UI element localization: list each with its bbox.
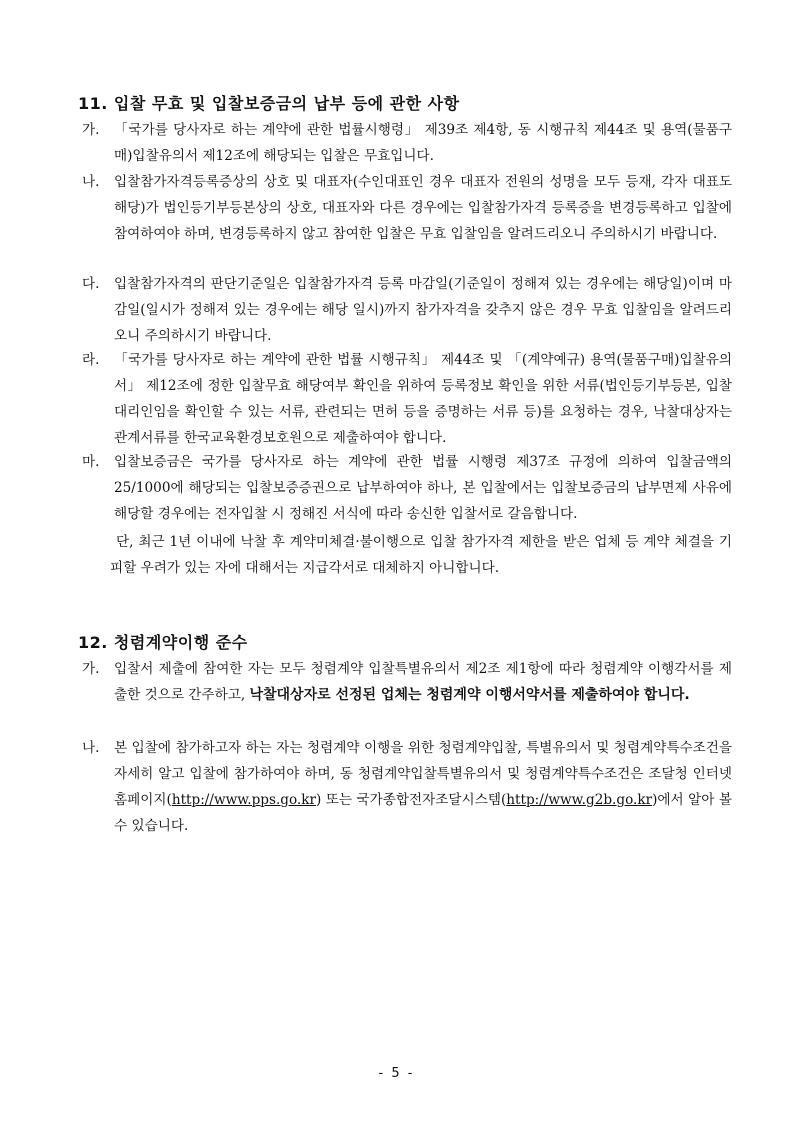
item-text: 입찰보증금은 국가를 당사자로 하는 계약에 관한 법률 시행령 제37조 규정에 의하여 입찰금액의 25/1000에 해당되는 입찰보증증권으로 납부하여야 하나, 본 입찰에서는 입찰보증금의 납부면제 사유에 해당할 경우에는 전자입찰 시 정해진 서식에 따라 송신한 입찰서로 갈음합니다. [114, 454, 732, 522]
section-12-heading: 12. 청렴계약이행 준수 [78, 633, 248, 652]
section-11-item-ga [82, 117, 732, 169]
section-11-item-na [82, 169, 732, 247]
item-text: 「국가를 당사자로 하는 계약에 관한 법률 시행규칙」 제44조 및 「(계약예규) 용역(물품구매)입찰유의서」 제12조에 정한 입찰무효 해당여부 확인을 위하여 등록정보 확인을 위한 서류(법인등기부등본, 입찰대리인임을 확인할 수 있는 서류, 관련되는 면허 등을 증명하는 서류 등)를 요청하는 경우, 낙찰대상자는 관계서류를 한국교육환경보호원으로 제출하여야 합니다. [114, 352, 732, 446]
item-marker: 나. [82, 740, 100, 756]
section-11-item-ma [82, 449, 732, 581]
section-11-item-ra [82, 347, 732, 451]
page-number: - 5 - [378, 1066, 415, 1081]
item-marker: 가. [82, 122, 100, 138]
item-text-part-3: )에서 알아 볼 수 있습니다. [114, 792, 732, 834]
item-marker: 가. [82, 661, 100, 677]
item-text: 입찰참가자격등록증상의 상호 및 대표자(수인대표인 경우 대표자 전원의 성명을 모두 등재, 각자 대표도 해당)가 법인등기부등본상의 상호, 대표자와 다른 경우에는 입찰참가자격 등록증을 변경등록하고 입찰에 참여하여야 하며, 변경등록하지 않고 참여한 입찰은 무효 입찰임을 알려드리오니 주의하시기 바랍니다. [114, 174, 732, 242]
item-text [114, 735, 732, 839]
item-marker: 나. [82, 174, 100, 190]
item-subnote: 단, 최근 1년 이내에 낙찰 후 계약미체결·불이행으로 입찰 참가자격 제한을 받은 업체 등 계약 체결을 기피할 우려가 있는 자에 대해서는 지급각서로 대체하지 아니합니다. [110, 534, 732, 576]
item-marker: 라. [82, 352, 100, 368]
section-12-item-na [82, 735, 732, 839]
item-marker: 다. [82, 276, 100, 292]
item-text-part-2: ) 또는 국가종합전자조달시스템( [316, 792, 507, 808]
item-text-bold: 낙찰대상자로 선정된 업체는 청렴계약 이행서약서를 제출하여야 합니다. [249, 687, 690, 703]
item-text: 입찰참가자격의 판단기준일은 입찰참가자격 등록 마감일(기준일이 정해져 있는 경우에는 해당일)이며 마감일(일시가 정해져 있는 경우에는 해당 일시)까지 참가자격을 갖추지 않은 경우 무효 입찰임을 알려드리오니 주의하시기 바랍니다. [114, 276, 732, 344]
item-text [114, 656, 732, 708]
item-marker: 마. [82, 454, 100, 470]
item-text-plain: 입찰서 제출에 참여한 자는 모두 청렴계약 입찰특별유의서 제2조 제1항에 따라 청렴계약 이행각서를 제출한 것으로 간주하고, [114, 661, 732, 703]
item-text: 「국가를 당사자로 하는 계약에 관한 법률시행령」 제39조 제4항, 동 시행규칙 제44조 및 용역(물품구매)입찰유의서 제12조에 해당되는 입찰은 무효입니다. [114, 122, 732, 164]
item-text-part-1: 본 입찰에 참가하고자 하는 자는 청렴계약 이행을 위한 청렴계약입찰, 특별유의서 및 청렴계약특수조건을 자세히 알고 입찰에 참가하여야 하며, 동 청렴계약입찰특별유의서 및 청렴계약특수조건은 조달청 인터넷 홈페이지( [114, 740, 732, 808]
g2b-link[interactable]: http://www.g2b.go.kr [506, 792, 653, 808]
section-11-heading: 11. 입찰 무효 및 입찰보증금의 납부 등에 관한 사항 [78, 94, 460, 113]
section-12-item-ga [82, 656, 732, 708]
section-11-item-da [82, 271, 732, 349]
pps-link[interactable]: http://www.pps.go.kr [171, 792, 316, 808]
